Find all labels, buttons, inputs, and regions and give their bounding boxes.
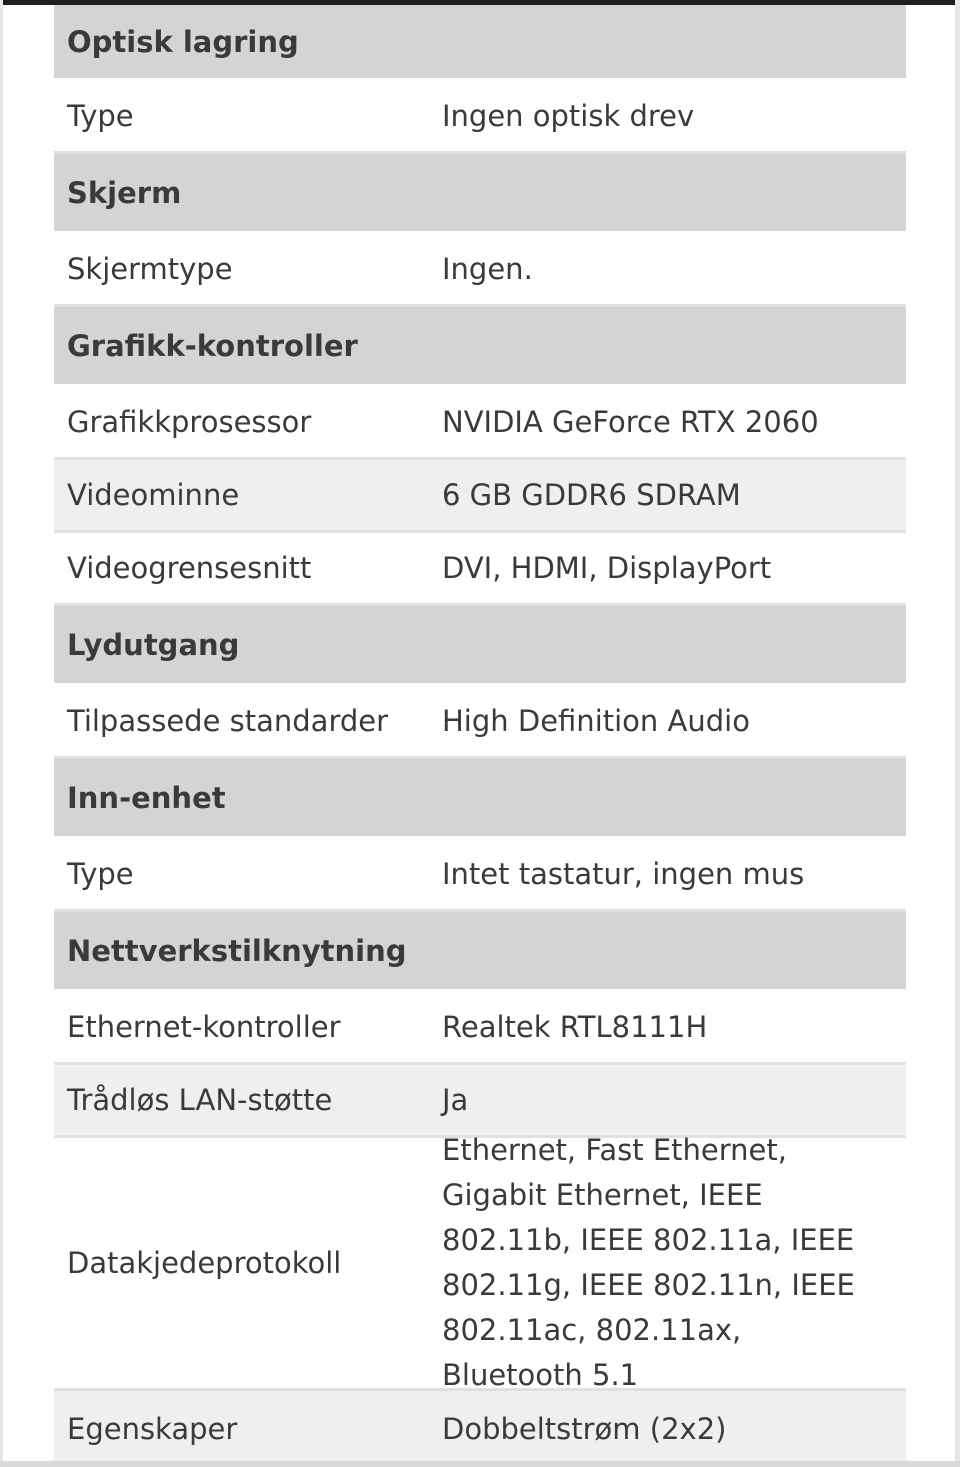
spec-row-skjermtype: [54, 234, 906, 307]
left-edge: [0, 0, 3, 1467]
spec-label: Tilpassede standarder: [67, 704, 389, 738]
spec-label: Videogrensesnitt: [67, 551, 312, 585]
spec-row-tilpassede-standarder: [54, 686, 906, 759]
spec-row-grafikkprosessor: [54, 387, 906, 460]
spec-row-datakjedeprotokoll: [54, 1133, 906, 1392]
spec-value: NVIDIA GeForce RTX 2060: [442, 404, 819, 439]
section-title: Inn-enhet: [67, 780, 226, 815]
spec-label: Type: [67, 99, 134, 133]
spec-value: Ingen.: [442, 251, 533, 286]
section-title: Optisk lagring: [67, 24, 299, 59]
spec-row-type: [54, 839, 906, 912]
section-header-lydutgang: [54, 606, 906, 686]
spec-label: Grafikkprosessor: [67, 405, 312, 439]
section-header-optisk-lagring: [54, 5, 906, 81]
spec-label: Skjermtype: [67, 252, 233, 286]
spec-label: Ethernet-kontroller: [67, 1010, 341, 1044]
spec-row-videominne: [54, 460, 906, 533]
spec-value: Ethernet, Fast Ethernet, Gigabit Ethernet, IEEE 802.11b, IEEE 802.11a, IEEE 802.11g, IEEE 802.11n, IEEE 802.11ac, 802.11ax, Bluetooth 5.1: [442, 1133, 855, 1392]
spec-row-videogrensesnitt: [54, 533, 906, 606]
spec-value: Ingen optisk drev: [442, 98, 695, 133]
spec-table: [54, 5, 906, 1467]
spec-value: Ja: [442, 1082, 469, 1117]
spec-value: Dobbeltstrøm (2x2): [442, 1411, 727, 1446]
spec-label: Trådløs LAN-støtte: [67, 1083, 333, 1117]
section-title: Grafikk-kontroller: [67, 328, 358, 363]
right-edge: [955, 0, 960, 1467]
section-title: Nettverkstilknytning: [67, 933, 407, 968]
bottom-bar: [0, 1461, 960, 1467]
spec-value: 6 GB GDDR6 SDRAM: [442, 477, 741, 512]
spec-row-type: [54, 81, 906, 154]
spec-label: Egenskaper: [67, 1412, 238, 1446]
section-title: Lydutgang: [67, 627, 240, 662]
section-header-inn-enhet: [54, 759, 906, 839]
section-header-grafikk-kontroller: [54, 307, 906, 387]
spec-value: Intet tastatur, ingen mus: [442, 856, 805, 891]
spec-value: High Definition Audio: [442, 703, 750, 738]
spec-label: Datakjedeprotokoll: [67, 1246, 342, 1280]
section-title: Skjerm: [67, 175, 182, 210]
spec-value: Realtek RTL8111H: [442, 1009, 708, 1044]
spec-value: DVI, HDMI, DisplayPort: [442, 550, 772, 585]
section-header-skjerm: [54, 154, 906, 234]
section-header-nettverkstilknytning: [54, 912, 906, 992]
spec-row-egenskaper: [54, 1391, 906, 1467]
spec-row-ethernet-kontroller: [54, 992, 906, 1065]
spec-label: Videominne: [67, 478, 240, 512]
spec-label: Type: [67, 857, 134, 891]
